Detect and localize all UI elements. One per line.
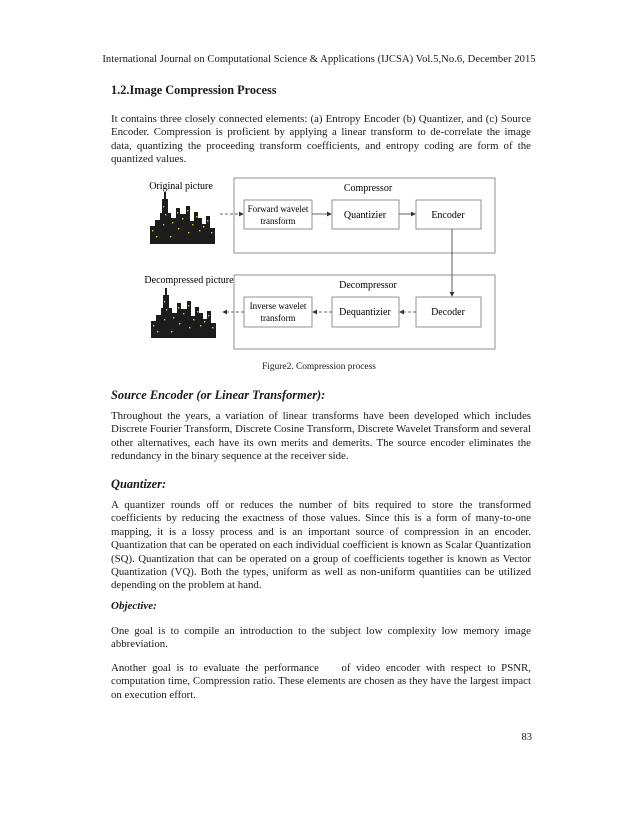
encoder-label: Encoder — [431, 210, 465, 221]
objective-paragraph-2: Another goal is to evaluate the performance of video encoder with respect to PSNR, computation time, Compression ratio. These elements are chosen as they have the largest impact on execution effort. — [111, 662, 534, 701]
source-encoder-heading: Source Encoder (or Linear Transformer): — [111, 388, 326, 402]
inverse-wavelet-label-2: transform — [260, 313, 296, 323]
compressor-title: Compressor — [343, 183, 393, 194]
quantizer-paragraph: A quantizer rounds off or reduces the number of bits required to store the transformed coefficients by reducing the exactness of those values. Since this is a form of many-to-one mapping, it is a lossy process and is an important source of compression in an encoder. Quantization that can be operated on each individual coefficient is known as Scalar Quantization (SQ). Quantization that can be operated on a group of coefficients together is known as Vector Quantization (VQ). Both the types, uniform as well as non-uniform quantities can be utilized depending on the problem at hand. — [111, 499, 531, 592]
quantizer-heading-block — [111, 477, 531, 492]
quantizer-block — [111, 499, 531, 593]
objective-paragraph-1: One goal is to compile an introduction to the subject low complexity low memory image abbreviation. — [111, 625, 531, 651]
quantizer-label: Quantizier — [343, 210, 387, 221]
original-picture-label: Original picture — [149, 181, 213, 192]
decoder-label: Decoder — [431, 307, 465, 318]
intro-paragraph: It contains three closely connected elements: (a) Entropy Encoder (b) Quantizer, and (c) Source Encoder. Compression is proficient by applying a linear transform to de-correlate the image data, quantizing the proceeding transform coefficients, and entropy coding are form of the quantized values. — [111, 113, 531, 166]
objective-block-1 — [111, 625, 531, 652]
objective-heading-block — [111, 600, 531, 612]
source-encoder-block — [111, 410, 531, 464]
objective-block-2 — [111, 662, 534, 702]
original-picture-image — [148, 192, 216, 245]
objective-heading: Objective: — [111, 600, 157, 612]
forward-wavelet-label-1: Forward wavelet — [247, 204, 309, 214]
decompressor-title: Decompressor — [339, 280, 397, 291]
running-header: International Journal on Computational Science & Applications (IJCSA) Vol.5,No.6, December 2015 — [102, 54, 536, 65]
source-encoder-heading-block — [111, 388, 531, 403]
decompressed-picture-image — [149, 288, 217, 338]
dequantizer-label: Dequantizier — [339, 307, 391, 318]
quantizer-heading: Quantizer: — [111, 477, 167, 491]
page-number: 83 — [521, 732, 532, 743]
figure-caption: Figure2. Compression process — [262, 362, 376, 372]
decompressed-picture-label: Decompressed picture — [144, 275, 234, 286]
section-heading: 1.2.Image Compression Process — [111, 83, 277, 97]
compression-diagram — [0, 0, 638, 360]
inverse-wavelet-label-1: Inverse wavelet — [249, 301, 307, 311]
forward-wavelet-label-2: transform — [260, 216, 296, 226]
source-encoder-paragraph: Throughout the years, a variation of linear transforms have been developed which includes Discrete Fourier Transform, Discrete Cosine Transform, Discrete Wavelet Transform and several other alternatives, each have its own merits and demerits. The source encoder eliminates the redundancy in the binary sequence at the receiver side. — [111, 410, 531, 463]
